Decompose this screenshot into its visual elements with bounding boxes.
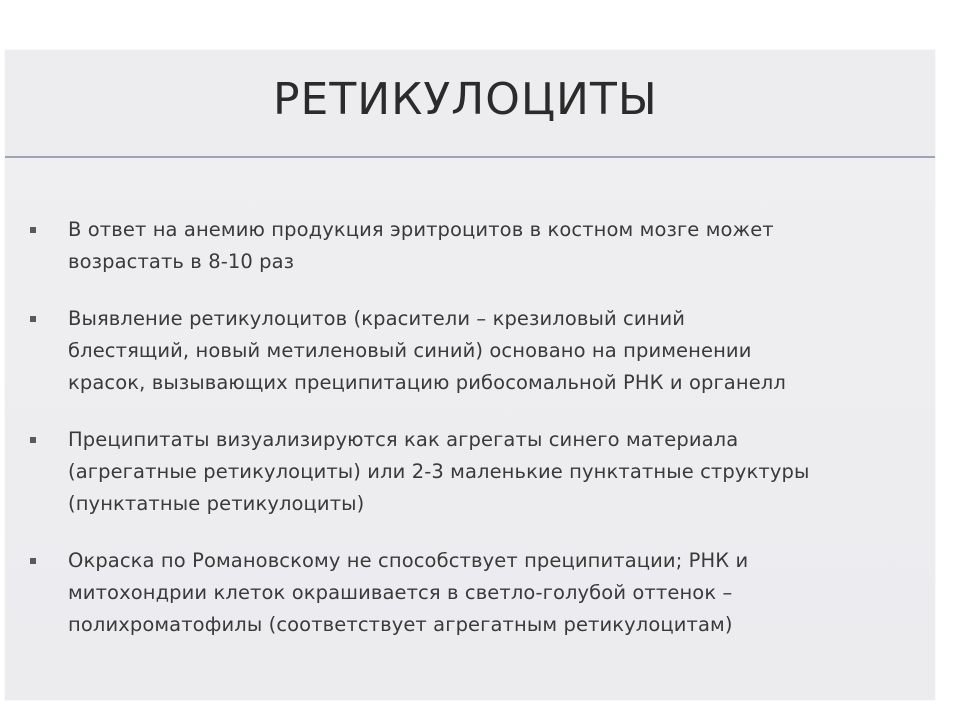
title-divider: [5, 156, 935, 158]
square-bullet-icon: [30, 227, 36, 233]
bullet-item: [30, 303, 925, 399]
bullet-text: Преципитаты визуализируются как агрегаты синего материала (агрегатные ретикулоциты) или 2-3 маленькие пунктатные структуры (пунктатные ретикулоциты): [68, 428, 810, 515]
bullet-item: [30, 424, 925, 520]
bullet-text: В ответ на анемию продукция эритроцитов в костном мозге может возрастать в 8-10 раз: [68, 218, 774, 273]
square-bullet-icon: [30, 558, 36, 564]
bullet-item: [30, 545, 925, 641]
bullet-item: [30, 214, 925, 278]
square-bullet-icon: [30, 316, 36, 322]
title-area: [5, 50, 935, 158]
slide-title: РЕТИКУЛОЦИТЫ: [273, 74, 658, 125]
slide: [5, 50, 935, 700]
bullet-text: Окраска по Романовскому не способствует преципитации; РНК и митохондрии клеток окрашивается в светло-голубой оттенок – полихроматофилы (соответствует агрегатным ретикулоцитам): [68, 549, 749, 636]
bullet-text: Выявление ретикулоцитов (красители – крезиловый синий блестящий, новый метиленовый синий) основано на применении красок, вызывающих преципитацию рибосомальной РНК и органелл: [68, 307, 786, 394]
bullet-list: [30, 214, 925, 641]
square-bullet-icon: [30, 437, 36, 443]
